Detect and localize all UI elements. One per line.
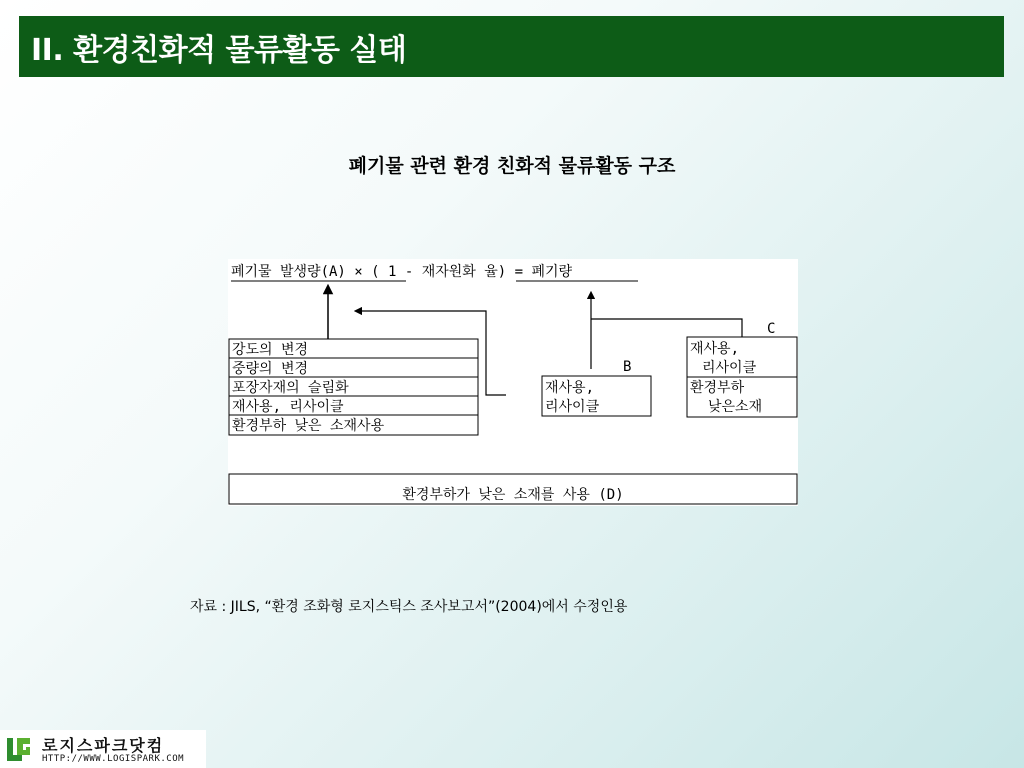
box-b-line1: 재사용, — [545, 380, 595, 396]
left-item: 포장자재의 슬림화 — [232, 380, 349, 396]
left-items-table — [229, 339, 478, 435]
left-item: 환경부하 낮은 소재사용 — [232, 418, 385, 434]
left-item: 중량의 변경 — [232, 361, 309, 377]
diagram-title: 폐기물 관련 환경 친화적 물류활동 구조 — [348, 155, 676, 177]
source-note: 자료 : JILS, “환경 조화형 로지스틱스 조사보고서”(2004)에서 수정인용 — [190, 599, 628, 615]
waste-logistics-diagram — [228, 259, 798, 506]
diagram-canvas — [228, 259, 798, 506]
title-bar — [19, 16, 1004, 77]
logispark-logo[interactable] — [0, 730, 206, 768]
left-item: 강도의 변경 — [232, 342, 309, 358]
logo-url: HTTP://WWW.LOGISPARK.COM — [42, 754, 185, 764]
box-c-line1: 재사용, — [690, 341, 740, 357]
box-b-line2: 리사이클 — [545, 399, 600, 415]
page-title: II. 환경친화적 물류활동 실태 — [31, 32, 407, 68]
arrow-b-to-left — [358, 311, 506, 395]
box-b — [542, 359, 651, 416]
logo-mark-icon — [4, 735, 32, 763]
box-b-label: B — [623, 359, 632, 375]
connector-c — [591, 319, 742, 337]
box-c-line4: 낮은소재 — [708, 399, 763, 415]
box-c-line2: 리사이클 — [702, 360, 757, 376]
formula-text: 폐기물 발생량(A) × ( 1 - 재자원화 율) = 폐기량 — [231, 264, 573, 280]
bottom-box-d — [229, 474, 797, 504]
box-c-label: C — [767, 321, 776, 337]
bottom-text: 환경부하가 낮은 소재를 사용 (D) — [402, 487, 624, 503]
logo-name: 로지스파크닷컴 — [42, 736, 165, 755]
box-c-line3: 환경부하 — [690, 380, 745, 396]
left-item: 재사용, 리사이클 — [232, 399, 344, 415]
